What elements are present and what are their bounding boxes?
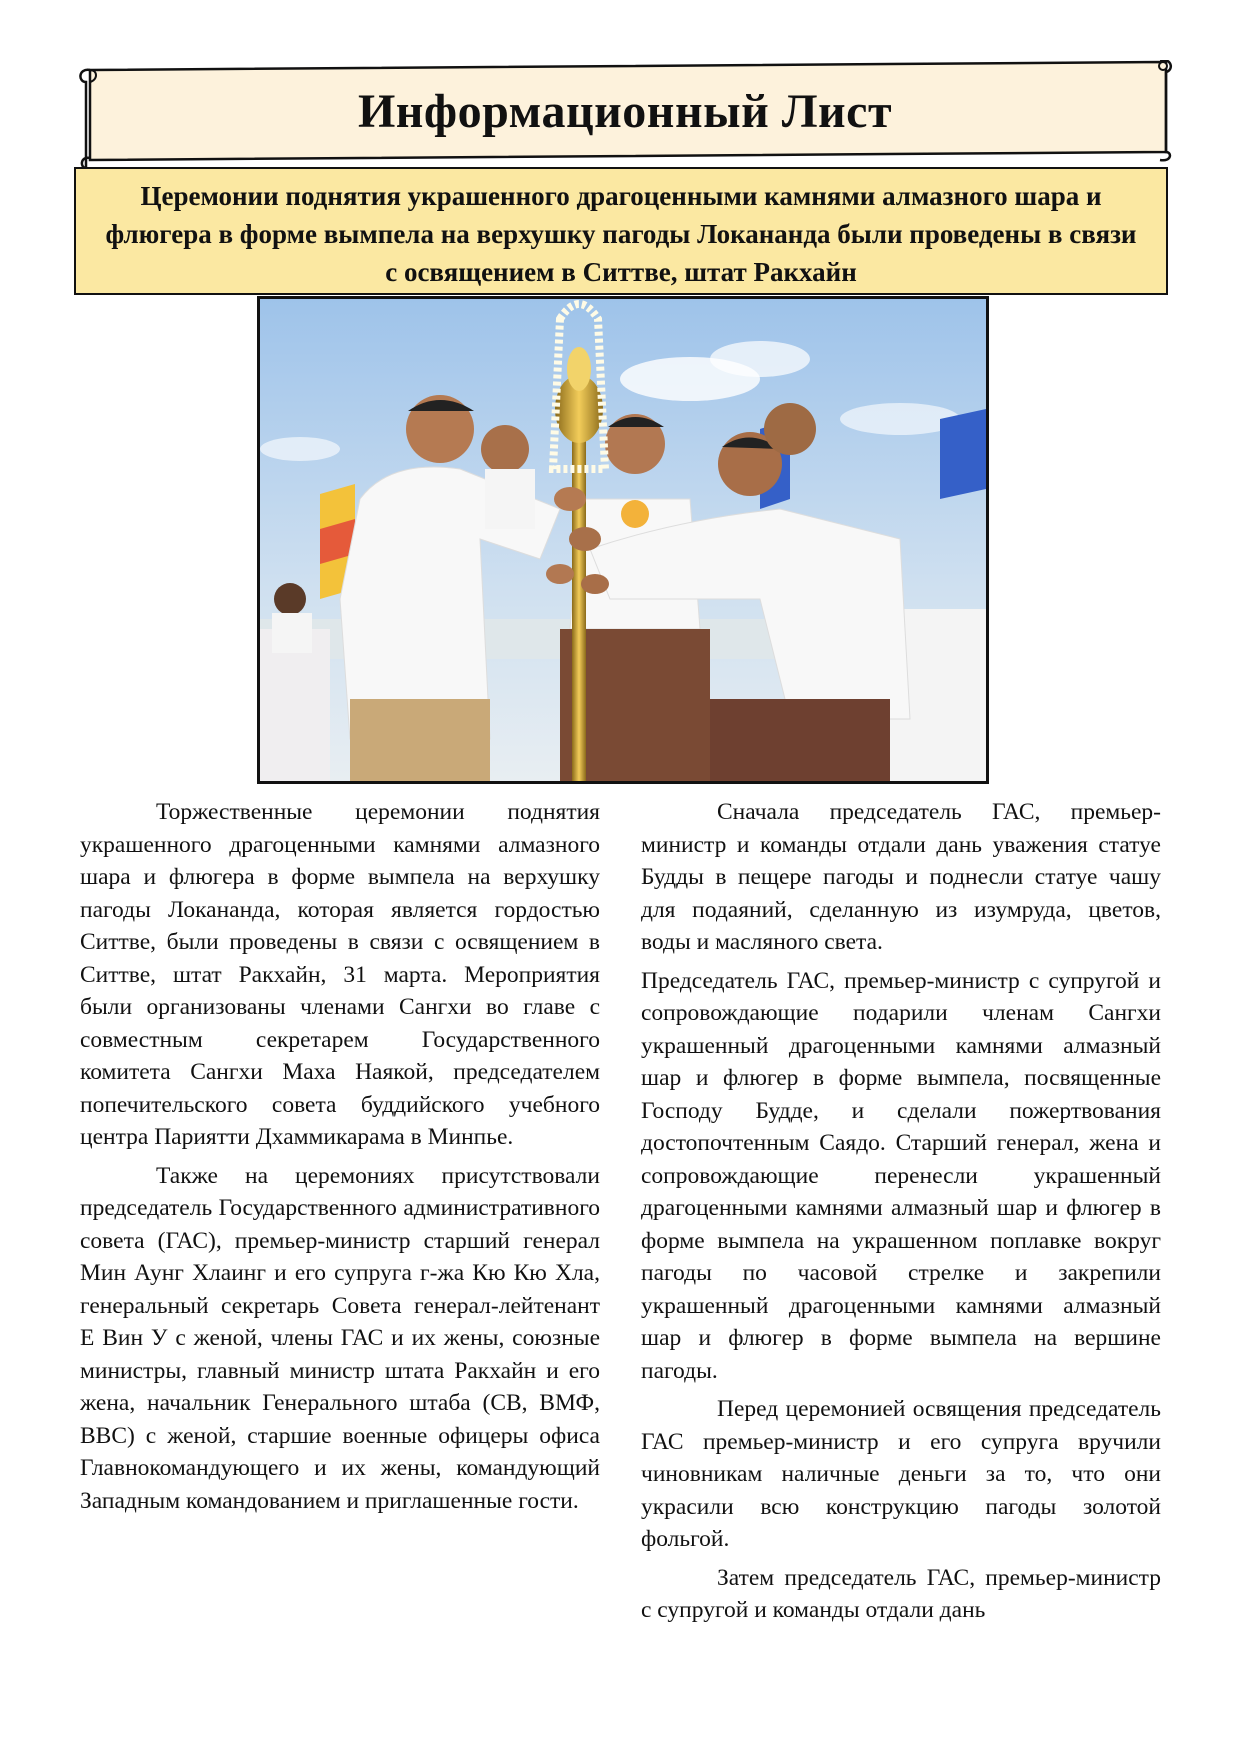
right-paragraph-2: Председатель ГАС, премьер-министр с супругой и сопровождающие подарили членам Сангхи украшенный драгоценными камнями алмазный шар и флюгер в форме вымпела, посвященные Господу Будде, и сделали пожертвования достопочтенным Саядо. Старший генерал, жена и сопровождающие перенесли украшенный драгоценными камнями алмазный шар и флюгер в форме вымпела на украшенном поплавке вокруг пагоды по часовой стрелке и закрепили украшенный драгоценными камнями алмазный шар и флюгер в форме вымпела на вершине пагоды. <box>641 967 1161 1384</box>
headline-box: Церемонии поднятия украшенного драгоценными камнями алмазного шара и флюгера в форме вымпела на верхушку пагоды Локананда были проведены в связи с освящением в Ситтве, штат Ракхайн <box>74 167 1168 295</box>
ceremony-photo-icon <box>260 299 986 781</box>
right-column <box>641 796 1161 1633</box>
ceremony-photo <box>257 296 989 784</box>
left-paragraph-1: Торжественные церемонии поднятия украшенного драгоценными камнями алмазного шара и флюгера в форме вымпела на верхушку пагоды Локананда, которая является гордостью Ситтве, были проведены в связи с освящением в Ситтве, штат Ракхайн, 31 марта. Мероприятия были организованы членами Сангхи во главе с совместным секретарем Государственного комитета Сангхи Маха Наякой, председателем попечительского совета буддийского учебного центра Париятти Дхаммикарама в Минпье. <box>80 799 600 1150</box>
right-paragraph-3: Перед церемонией освящения председатель ГАС премьер-министр и его супруга вручили чиновникам наличные деньги за то, что они украсили всю конструкцию пагоды золотой фольгой. <box>641 1396 1161 1552</box>
right-paragraph-4: Затем председатель ГАС, премьер-министр с супругой и команды отдали дань <box>641 1564 1161 1623</box>
right-paragraph-1: Сначала председатель ГАС, премьер-министр и команды отдали дань уважения статуе Будды в пещере пагоды и поднесли статуе чашу для подаяний, сделанную из изумруда, цветов, воды и масляного света. <box>641 799 1161 955</box>
left-paragraph-2: Также на церемониях присутствовали председатель Государственного административного совета (ГАС), премьер-министр старший генерал Мин Аунг Хлаинг и его супруга г-жа Кю Кю Хла, генеральный секретарь Совета генерал-лейтенант Е Вин У с женой, члены ГАС и их жены, союзные министры, главный министр штата Ракхайн и его жена, начальник Генерального штаба (СВ, ВМФ, ВВС) с женой, старшие военные офицеры офиса Главнокомандующего и их жены, командующий Западным командованием и приглашенные гости. <box>80 1162 600 1514</box>
left-column <box>80 796 600 1523</box>
title-banner <box>76 60 1174 168</box>
page-title: Информационный Лист <box>357 85 893 138</box>
